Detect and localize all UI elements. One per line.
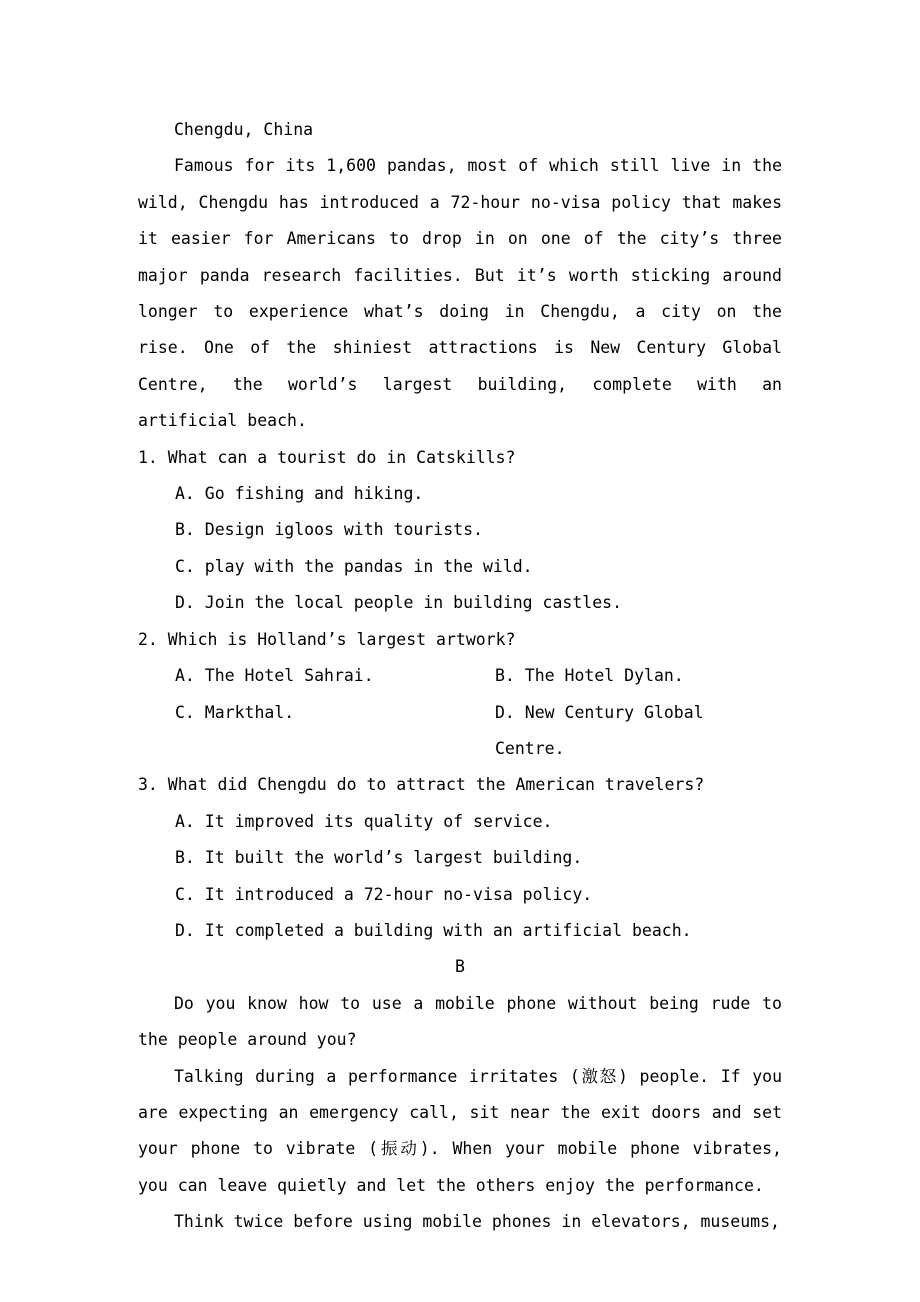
question-2-option-b: B. The Hotel Dylan. <box>495 666 684 686</box>
question-1-option-a: A. Go fishing and hiking. <box>175 484 424 504</box>
question-3 <box>138 767 782 949</box>
question-2-option-d: D. New Century Global Centre. <box>495 702 704 758</box>
section-b-label: B <box>455 957 465 977</box>
question-3-option-a: A. It improved its quality of service. <box>175 811 553 831</box>
question-2-options-row-2 <box>138 695 782 768</box>
question-1-option-d: D. Join the local people in building castles. <box>175 593 623 613</box>
passage-paragraph: Famous for its 1,600 pandas, most of which still live in the wild, Chengdu has introduced a 72-hour no-visa policy that makes it easier for Americans to drop in on one of the city’s three major panda research facilities. But it’s worth sticking around longer to experience what’s doing in Chengdu, a city on the rise. One of the shiniest attractions is New Century Global Centre, the world’s largest building, complete with an artificial beach. <box>138 156 782 431</box>
question-2-option-a: A. The Hotel Sahrai. <box>175 666 374 686</box>
question-3-option-d: D. It completed a building with an artificial beach. <box>175 920 692 940</box>
question-2 <box>138 622 782 768</box>
question-3-option-c: C. It introduced a 72-hour no-visa policy. <box>175 884 593 904</box>
question-3-option-b: B. It built the world’s largest building. <box>175 848 583 868</box>
question-2-options-row-1 <box>138 658 782 694</box>
question-3-stem: 3. What did Chengdu do to attract the American travelers? <box>138 775 705 795</box>
section-b-paragraph-1: Do you know how to use a mobile phone without being rude to the people around you? <box>138 993 782 1050</box>
question-2-stem: 2. Which is Holland’s largest artwork? <box>138 629 516 649</box>
question-2-option-c: C. Markthal. <box>175 702 295 722</box>
question-1-option-c: C. play with the pandas in the wild. <box>175 556 533 576</box>
section-b-paragraph-3: Think twice before using mobile phones in elevators, museums, <box>174 1212 780 1232</box>
question-1-option-b: B. Design igloos with tourists. <box>175 520 483 540</box>
question-1-stem: 1. What can a tourist do in Catskills? <box>138 447 516 467</box>
section-b-paragraph-2: Talking during a performance irritates (激怒) people. If you are expecting an emergency call, sit near the exit doors and set your phone to vibrate (振动). When your mobile phone vibrates, you can leave quietly and let the others enjoy the performance. <box>138 1066 782 1195</box>
passage-heading: Chengdu, China <box>174 120 314 139</box>
question-1 <box>138 440 782 622</box>
